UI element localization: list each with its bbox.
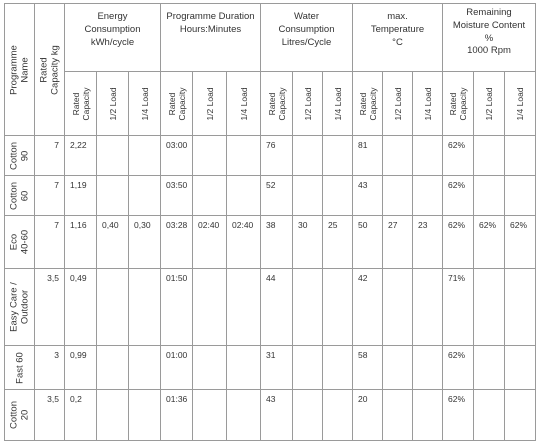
programme-name-text: Cotton 90 xyxy=(8,141,31,170)
duration-value-cell xyxy=(193,390,227,441)
moisture-value-cell xyxy=(474,346,505,390)
water-value-cell xyxy=(293,136,323,176)
temp-value-cell xyxy=(383,346,413,390)
subheader-energy-rated-capacity-text: Rated Capacity xyxy=(70,86,91,121)
subheader-temperature-rated-capacity xyxy=(353,72,383,136)
table-row xyxy=(5,346,536,390)
subheader-energy-quarter-load-text: 1/4 Load xyxy=(139,86,150,121)
subheader-temperature-half-load-text: 1/2 Load xyxy=(392,86,403,121)
programme-name-text: Cotton 20 xyxy=(8,401,31,429)
moisture-value-cell: 62% xyxy=(443,346,474,390)
rated-capacity-cell: 7 xyxy=(35,136,65,176)
programme-name-cell xyxy=(5,136,35,176)
temp-value-cell xyxy=(383,269,413,346)
duration-value-cell xyxy=(227,346,261,390)
programme-name-text: Fast 60 xyxy=(13,351,25,384)
energy-value-cell xyxy=(97,136,129,176)
energy-value-cell xyxy=(129,269,161,346)
table-row xyxy=(5,269,536,346)
moisture-value-cell: 62% xyxy=(474,216,505,269)
subheader-moisture-rated-capacity-text: Rated Capacity xyxy=(447,86,468,121)
duration-value-cell xyxy=(227,136,261,176)
energy-value-cell: 0,40 xyxy=(97,216,129,269)
energy-value-cell xyxy=(97,346,129,390)
subheader-energy-half-load-text: 1/2 Load xyxy=(107,86,118,121)
water-value-cell: 31 xyxy=(261,346,293,390)
duration-value-cell: 01:00 xyxy=(161,346,193,390)
header-row-sub xyxy=(5,72,536,136)
rated-capacity-cell: 3,5 xyxy=(35,390,65,441)
programme-name-cell xyxy=(5,390,35,441)
subheader-duration-quarter-load xyxy=(227,72,261,136)
subheader-water-quarter-load-text: 1/4 Load xyxy=(332,86,343,121)
subheader-moisture-half-load xyxy=(474,72,505,136)
energy-value-cell xyxy=(129,390,161,441)
header-programme-duration: Programme Duration Hours:Minutes xyxy=(161,4,261,72)
moisture-value-cell: 62% xyxy=(443,390,474,441)
water-value-cell: 44 xyxy=(261,269,293,346)
subheader-temperature-rated-capacity-text: Rated Capacity xyxy=(357,86,378,121)
energy-value-cell: 0,99 xyxy=(65,346,97,390)
water-value-cell xyxy=(323,346,353,390)
subheader-water-half-load xyxy=(293,72,323,136)
subheader-temperature-quarter-load xyxy=(413,72,443,136)
energy-value-cell xyxy=(129,346,161,390)
subheader-water-half-load-text: 1/2 Load xyxy=(302,86,313,121)
energy-value-cell xyxy=(97,269,129,346)
temp-value-cell: 23 xyxy=(413,216,443,269)
duration-value-cell xyxy=(193,346,227,390)
water-value-cell: 52 xyxy=(261,176,293,216)
temp-value-cell xyxy=(413,136,443,176)
duration-value-cell xyxy=(193,176,227,216)
programme-name-text: Easy Care / Outdoor xyxy=(8,282,31,332)
subheader-duration-half-load xyxy=(193,72,227,136)
header-water-consumption: Water Consumption Litres/Cycle xyxy=(261,4,353,72)
temp-value-cell xyxy=(413,346,443,390)
temp-value-cell xyxy=(383,390,413,441)
moisture-value-cell xyxy=(505,176,536,216)
water-value-cell xyxy=(323,390,353,441)
energy-value-cell: 2,22 xyxy=(65,136,97,176)
programme-name-cell xyxy=(5,269,35,346)
header-energy-consumption: Energy Consumption kWh/cycle xyxy=(65,4,161,72)
water-value-cell xyxy=(293,269,323,346)
energy-value-cell: 1,19 xyxy=(65,176,97,216)
moisture-value-cell: 71% xyxy=(443,269,474,346)
moisture-value-cell xyxy=(505,346,536,390)
duration-value-cell: 02:40 xyxy=(193,216,227,269)
table-row xyxy=(5,176,536,216)
water-value-cell xyxy=(323,269,353,346)
water-value-cell xyxy=(293,346,323,390)
rated-capacity-cell: 3 xyxy=(35,346,65,390)
programme-name-cell xyxy=(5,216,35,269)
duration-value-cell xyxy=(227,269,261,346)
water-value-cell xyxy=(293,176,323,216)
temp-value-cell: 20 xyxy=(353,390,383,441)
water-value-cell: 43 xyxy=(261,390,293,441)
temp-value-cell: 42 xyxy=(353,269,383,346)
duration-value-cell: 01:36 xyxy=(161,390,193,441)
energy-value-cell: 0,2 xyxy=(65,390,97,441)
energy-value-cell xyxy=(97,176,129,216)
header-programme-name-text: Programme Name xyxy=(8,44,31,95)
subheader-duration-quarter-load-text: 1/4 Load xyxy=(238,86,249,121)
programme-data-table-wrapper xyxy=(4,3,536,441)
header-remaining-moisture: Remaining Moisture Content % 1000 Rpm xyxy=(443,4,536,72)
rated-capacity-cell: 7 xyxy=(35,216,65,269)
temp-value-cell xyxy=(383,176,413,216)
header-programme-name xyxy=(5,4,35,136)
duration-value-cell: 01:50 xyxy=(161,269,193,346)
header-max-temperature: max. Temperature °C xyxy=(353,4,443,72)
subheader-duration-half-load-text: 1/2 Load xyxy=(204,86,215,121)
energy-value-cell xyxy=(129,176,161,216)
energy-value-cell: 1,16 xyxy=(65,216,97,269)
subheader-water-rated-capacity xyxy=(261,72,293,136)
moisture-value-cell xyxy=(474,390,505,441)
water-value-cell xyxy=(323,176,353,216)
subheader-duration-rated-capacity-text: Rated Capacity xyxy=(166,86,187,121)
programme-name-text: Cotton 60 xyxy=(8,181,31,210)
subheader-temperature-half-load xyxy=(383,72,413,136)
temp-value-cell: 43 xyxy=(353,176,383,216)
duration-value-cell: 03:28 xyxy=(161,216,193,269)
water-value-cell xyxy=(293,390,323,441)
subheader-duration-rated-capacity xyxy=(161,72,193,136)
temp-value-cell: 27 xyxy=(383,216,413,269)
duration-value-cell xyxy=(193,136,227,176)
water-value-cell: 30 xyxy=(293,216,323,269)
water-value-cell: 25 xyxy=(323,216,353,269)
moisture-value-cell: 62% xyxy=(505,216,536,269)
temp-value-cell: 50 xyxy=(353,216,383,269)
moisture-value-cell xyxy=(505,136,536,176)
subheader-energy-quarter-load xyxy=(129,72,161,136)
programme-name-text: Eco 40-60 xyxy=(8,229,31,255)
moisture-value-cell xyxy=(474,176,505,216)
subheader-moisture-half-load-text: 1/2 Load xyxy=(483,86,494,121)
duration-value-cell: 03:00 xyxy=(161,136,193,176)
duration-value-cell xyxy=(193,269,227,346)
water-value-cell: 38 xyxy=(261,216,293,269)
duration-value-cell: 02:40 xyxy=(227,216,261,269)
energy-value-cell: 0,49 xyxy=(65,269,97,346)
subheader-moisture-rated-capacity xyxy=(443,72,474,136)
table-row xyxy=(5,390,536,441)
temp-value-cell xyxy=(383,136,413,176)
programme-data-table xyxy=(4,3,536,441)
moisture-value-cell: 62% xyxy=(443,216,474,269)
energy-value-cell xyxy=(129,136,161,176)
moisture-value-cell xyxy=(505,390,536,441)
energy-value-cell: 0,30 xyxy=(129,216,161,269)
duration-value-cell xyxy=(227,390,261,441)
duration-value-cell xyxy=(227,176,261,216)
subheader-temperature-quarter-load-text: 1/4 Load xyxy=(422,86,433,121)
header-rated-capacity-text: Rated Capacity kg xyxy=(38,44,61,95)
temp-value-cell: 58 xyxy=(353,346,383,390)
header-row-main xyxy=(5,4,536,72)
subheader-water-rated-capacity-text: Rated Capacity xyxy=(266,86,287,121)
water-value-cell: 76 xyxy=(261,136,293,176)
duration-value-cell: 03:50 xyxy=(161,176,193,216)
moisture-value-cell xyxy=(474,136,505,176)
programme-name-cell xyxy=(5,176,35,216)
table-row xyxy=(5,136,536,176)
moisture-value-cell xyxy=(505,269,536,346)
temp-value-cell xyxy=(413,269,443,346)
temp-value-cell xyxy=(413,176,443,216)
table-row xyxy=(5,216,536,269)
rated-capacity-cell: 3,5 xyxy=(35,269,65,346)
subheader-energy-half-load xyxy=(97,72,129,136)
subheader-energy-rated-capacity xyxy=(65,72,97,136)
water-value-cell xyxy=(323,136,353,176)
temp-value-cell: 81 xyxy=(353,136,383,176)
moisture-value-cell xyxy=(474,269,505,346)
energy-value-cell xyxy=(97,390,129,441)
subheader-moisture-quarter-load-text: 1/4 Load xyxy=(514,86,525,121)
moisture-value-cell: 62% xyxy=(443,136,474,176)
subheader-moisture-quarter-load xyxy=(505,72,536,136)
subheader-water-quarter-load xyxy=(323,72,353,136)
rated-capacity-cell: 7 xyxy=(35,176,65,216)
header-rated-capacity xyxy=(35,4,65,136)
temp-value-cell xyxy=(413,390,443,441)
programme-name-cell xyxy=(5,346,35,390)
moisture-value-cell: 62% xyxy=(443,176,474,216)
